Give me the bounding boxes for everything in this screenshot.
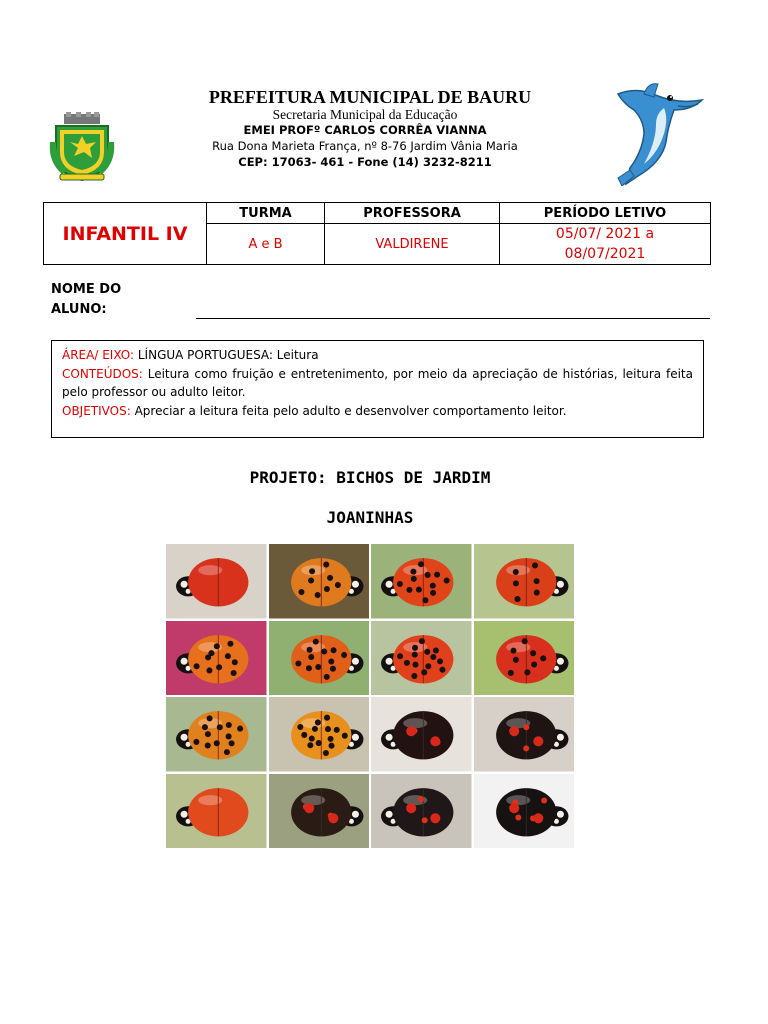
municipality-title: PREFEITURA MUNICIPAL DE BAURU	[208, 87, 532, 107]
turma-value: A e B	[207, 224, 325, 265]
ladybug-photo	[269, 774, 370, 849]
project-title: PROJETO: BICHOS DE JARDIM	[249, 468, 491, 487]
header-periodo: PERÍODO LETIVO	[500, 203, 711, 224]
conteudos-row	[62, 365, 693, 402]
ladybug-photo	[166, 697, 267, 772]
project-subtitle: JOANINHAS	[326, 508, 414, 527]
header-turma: TURMA	[207, 203, 325, 224]
periodo-start: 05/07/ 2021 a	[555, 226, 655, 242]
school-contact: CEP: 17063- 461 - Fone (14) 3232-8211	[238, 155, 492, 169]
ladybug-photo	[269, 544, 370, 619]
header-professora: PROFESSORA	[325, 203, 500, 224]
objetivos-label: OBJETIVOS:	[62, 403, 131, 418]
ladybug-photo	[371, 697, 472, 772]
objetivos-row	[62, 402, 693, 421]
city-crest-icon	[48, 112, 116, 182]
dolphin-icon	[608, 82, 708, 186]
student-label-line2: ALUNO:	[51, 302, 107, 317]
ladybug-photo	[474, 621, 575, 696]
class-level: INFANTIL IV	[44, 203, 207, 265]
ladybug-photo	[371, 544, 472, 619]
ladybug-photo-grid	[166, 544, 574, 848]
student-label-line1: NOME DO	[51, 282, 122, 297]
objetivos-value: Apreciar a leitura feita pelo adulto e desenvolver comportamento leitor.	[130, 403, 567, 418]
conteudos-value: Leitura como fruição e entretenimento, por meio da apreciação de histórias, leitura feita pelo professor ou adulto leitor.	[62, 366, 693, 399]
professora-value: VALDIRENE	[325, 224, 500, 265]
school-name: EMEI PROFº CARLOS CORRÊA VIANNA	[243, 123, 487, 137]
ladybug-photo	[269, 697, 370, 772]
student-name-label	[51, 280, 121, 320]
ladybug-photo	[166, 544, 267, 619]
secretariat-subtitle: Secretaria Municipal da Educação	[272, 107, 458, 122]
ladybug-photo	[166, 774, 267, 849]
lesson-plan-box	[51, 340, 704, 438]
ladybug-photo	[371, 621, 472, 696]
student-name-field[interactable]	[196, 318, 710, 319]
periodo-end: 08/07/2021	[564, 246, 646, 262]
ladybug-photo	[166, 621, 267, 696]
school-address: Rua Dona Marieta França, nº 8-76 Jardim Vânia Maria	[212, 139, 518, 153]
area-value: LÍNGUA PORTUGUESA: Leitura	[134, 348, 319, 362]
periodo-value	[500, 224, 711, 265]
ladybug-photo	[269, 621, 370, 696]
area-label: ÁREA/ EIXO:	[62, 348, 135, 362]
class-info-table	[43, 202, 711, 265]
area-row	[62, 346, 693, 365]
ladybug-photo	[371, 774, 472, 849]
conteudos-label: CONTEÚDOS:	[62, 366, 143, 381]
ladybug-photo	[474, 697, 575, 772]
ladybug-photo	[474, 544, 575, 619]
ladybug-photo	[474, 774, 575, 849]
